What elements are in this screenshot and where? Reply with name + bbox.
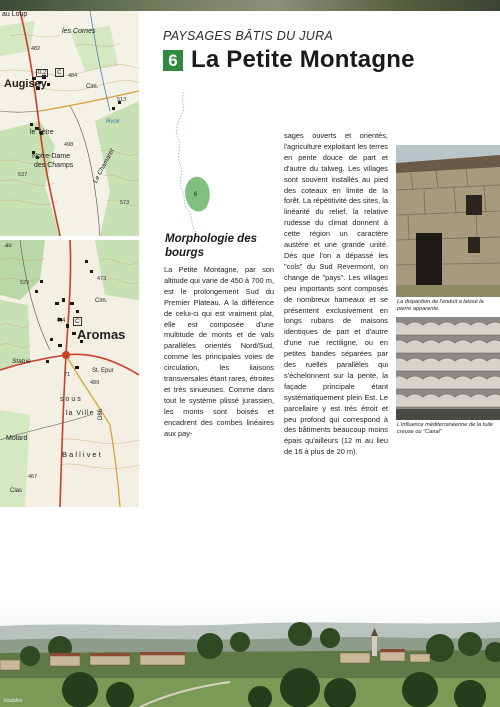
stone-wall-drawing	[396, 145, 500, 297]
locator-label: 6	[194, 192, 198, 198]
map-label-population: 0,4	[57, 318, 66, 324]
map-label-rvoir: Rvoir	[106, 119, 121, 125]
map-number: 525	[20, 280, 30, 286]
jura-outline	[166, 86, 226, 236]
top-photo-strip	[0, 0, 500, 11]
map-label-des-champs: des Champs	[34, 162, 74, 169]
map-aromas	[0, 240, 139, 507]
map-label-notre-dame: Notre-Dame	[32, 153, 71, 160]
map-label-augisey: Augisey	[4, 78, 47, 90]
map-label-au: au	[5, 243, 12, 249]
photo-caption-tiles: L'influence méditerranéenne de la tuile creuse ou "Canal"	[397, 422, 493, 435]
map-number: 482	[31, 46, 41, 52]
map-label-la-ville: la Ville	[66, 410, 95, 417]
map-label-cimetiere: Cim.	[86, 84, 99, 90]
roof-tiles-drawing	[396, 317, 500, 420]
body-text-column-right: sages ouverts et orientés, l'agriculture exploitant les terres en pente douce de part et d'autre du talweg. Les villages sont souvent installés au pied des coteaux en limite de la forêt. La répétitivité des sites, la linéarité du relief, la relative rudesse du climat donnent à cette région un caractère austère et une grande unité. Dès que l'on a dépassé les "cols" du Sud Revermont, on change de "pays". Les villages peu importants sont composés de nombreux hameaux et se présentent exclusivement en longs rubans de maisons identiques de part et d'autre d'une rue rectiligne, ou en petites bandes séparées par des ruelles parallèles qui s'échelonnent sur la pente, la façade principale étant systématiquement plein Est. Le parcellaire y est très étroit et peu profond qui correspond à des bâtiments beaucoup moins épais qu'ailleurs (12 m au lieu de 16 à plus de 20 m).	[284, 131, 388, 457]
map-number: 513	[117, 97, 127, 103]
map-label-le-chamaret: Le Chamaret	[92, 147, 116, 185]
map-label-molard: Molard	[6, 435, 28, 442]
map-label-c: C	[75, 318, 80, 325]
map-label-cimetiere: Cim.	[95, 298, 108, 304]
page-title: La Petite Montagne	[191, 46, 415, 73]
map-label-population: 0,2	[38, 70, 47, 76]
map-label-c: C	[57, 69, 62, 76]
map-label-au-loup: au Loup	[2, 11, 28, 18]
map-number: 498	[64, 142, 74, 148]
map-label-les-cornes: les Cornes	[62, 28, 96, 35]
section-heading: Morphologie des bourgs	[165, 233, 257, 259]
map-label-d86: D86	[98, 408, 104, 420]
map-label-aromas: Aromas	[77, 327, 126, 342]
map-number: 573	[120, 200, 130, 206]
roof-tiles-photo	[396, 317, 500, 420]
map-label-st-epur: St. Epur	[92, 368, 114, 374]
map-number: 484	[68, 73, 78, 79]
village-panorama-photo	[0, 598, 500, 707]
panorama-drawing	[0, 598, 500, 707]
map-number: 537	[18, 172, 28, 178]
map-augisey	[0, 11, 139, 236]
map-label-clas: Clas	[10, 488, 23, 494]
map-label-ballivet: B a l l i v e t	[62, 450, 101, 459]
panorama-place-label: Vosbles	[3, 698, 23, 704]
series-title: PAYSAGES BÂTIS DU JURA	[163, 29, 334, 43]
stone-wall-photo	[396, 145, 500, 297]
map-label-statue: Statue	[12, 358, 31, 365]
locator-map	[166, 86, 226, 236]
map-number: 473	[97, 276, 107, 282]
map-label-le-tetre: le Tètre	[30, 129, 54, 136]
map-number: 71	[64, 372, 71, 378]
map-number: 489	[90, 380, 100, 386]
map-label-sous: sous	[60, 396, 83, 403]
body-text-column-left: La Petite Montagne, par son altitude qui varie de 450 à 700 m, est le prolongement Sud du Premier Plateau. A la différence de celui-ci qui est vraiment plat, elle est composée d'une multitude de monts et de vals parallèles orientés Nord/Sud, comme les principales voies de circulation, les liaisons transversales étant rares, étroites et très sinueuses. Comme dans tout le système plissé jurassien, les monts sont boisés et encadrent des combes linéaires aux pay-	[164, 265, 274, 438]
chapter-number-badge: 6	[163, 50, 183, 71]
map-number: 467	[28, 474, 38, 480]
photo-caption-wall: La disparition de l'enduit a laissé la pierre apparente.	[397, 299, 484, 312]
